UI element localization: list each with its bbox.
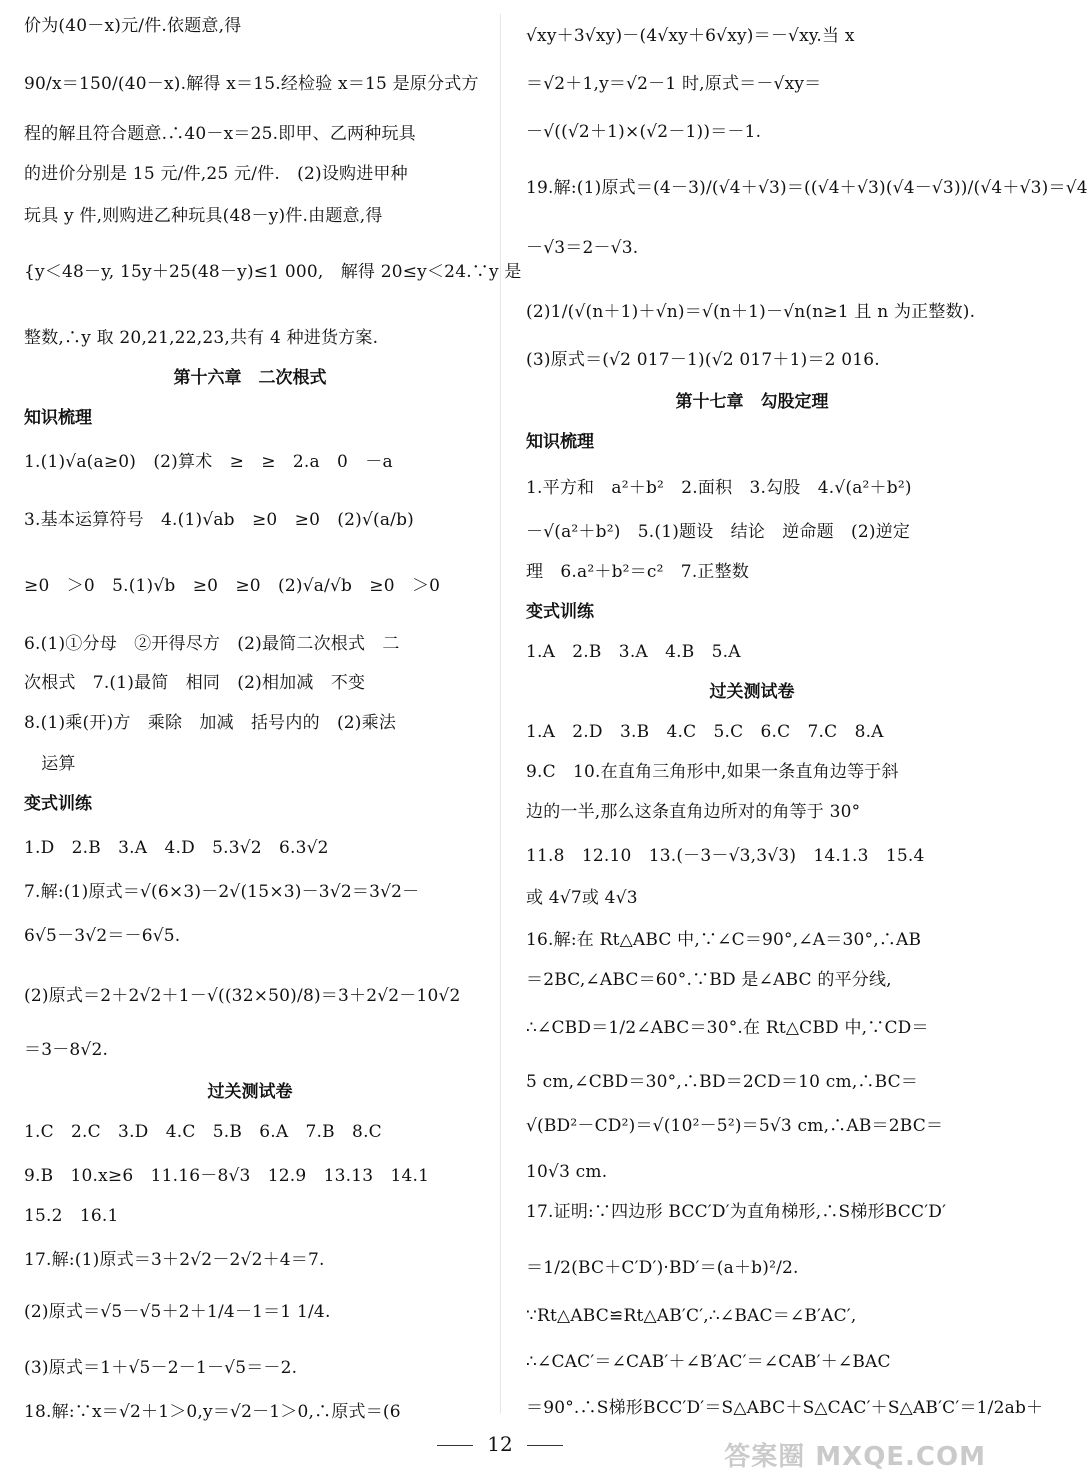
subsection-heading: 知识梳理 [526, 432, 594, 452]
section-heading: 第十七章 勾股定理 [675, 392, 829, 412]
text-line: 价为(40－x)元/件.依题意,得 [24, 16, 242, 36]
text-line: (3)原式＝(√2 017－1)(√2 017＋1)＝2 016. [526, 350, 880, 370]
text-line: 边的一半,那么这条直角边所对的角等于 30° [526, 802, 861, 822]
text-line: (2)原式＝√5－√5＋2＋1/4－1＝1 1/4. [24, 1302, 331, 1322]
text-line: 3.基本运算符号 4.(1)√ab ≥0 ≥0 (2)√(a/b) [24, 510, 415, 530]
text-line: 16.解:在 Rt△ABC 中,∵∠C＝90°,∠A＝30°,∴AB [526, 930, 922, 950]
text-line: 6.(1)①分母 ②开得尽方 (2)最简二次根式 二 [24, 634, 400, 654]
text-line: ＝90°.∴S梯形BCC′D′＝S△ABC＋S△CAC′＋S△AB′C′＝1/2ab＋ [526, 1398, 1044, 1418]
subsection-heading: 变式训练 [526, 602, 594, 622]
text-line: (2)1/(√(n＋1)＋√n)＝√(n＋1)－√n(n≥1 且 n 为正整数). [526, 302, 976, 322]
subsection-heading: 变式训练 [24, 794, 92, 814]
text-line: √xy＋3√xy)－(4√xy＋6√xy)＝－√xy.当 x [526, 26, 855, 46]
text-line: ＝√2＋1,y＝√2－1 时,原式＝－√xy＝ [526, 74, 822, 94]
text-line: －√((√2＋1)×(√2－1))＝－1. [526, 122, 762, 142]
text-line: 运算 [24, 754, 76, 774]
text-line: {y＜48－y, 15y＋25(48－y)≤1 000, 解得 20≤y＜24.∵y 是 [24, 262, 522, 282]
text-line: 的进价分别是 15 元/件,25 元/件. (2)设购进甲种 [24, 164, 408, 184]
text-line: ＝3－8√2. [24, 1040, 109, 1060]
text-line: ∴∠CBD＝1/2∠ABC＝30°.在 Rt△CBD 中,∵CD＝ [526, 1018, 929, 1038]
text-line: 整数,∴y 取 20,21,22,23,共有 4 种进货方案. [24, 328, 379, 348]
text-line: √(BD²－CD²)＝√(10²－5²)＝5√3 cm,∴AB＝2BC＝ [526, 1116, 944, 1136]
text-line: 15.2 16.1 [24, 1206, 119, 1226]
text-line: 程的解且符合题意.∴40－x＝25.即甲、乙两种玩具 [24, 124, 416, 144]
section-heading: 第十六章 二次根式 [173, 368, 327, 388]
page-number-text: 12 [487, 1432, 513, 1456]
text-line: 1.平方和 a²＋b² 2.面积 3.勾股 4.√(a²＋b²) [526, 478, 912, 498]
text-line: 9.B 10.x≥6 11.16－8√3 12.9 13.13 14.1 [24, 1166, 430, 1186]
text-line: 6√5－3√2＝－6√5. [24, 926, 181, 946]
text-line: 17.证明:∵四边形 BCC′D′为直角梯形,∴S梯形BCC′D′ [526, 1202, 947, 1222]
text-line: 理 6.a²＋b²＝c² 7.正整数 [526, 562, 750, 582]
text-line: (2)原式＝2＋2√2＋1－√((32×50)/8)＝3＋2√2－10√2 [24, 986, 461, 1006]
text-line: ＝1/2(BC＋C′D′)·BD′＝(a＋b)²/2. [526, 1258, 799, 1278]
text-line: 玩具 y 件,则购进乙种玩具(48－y)件.由题意,得 [24, 206, 383, 226]
text-line: －√(a²＋b²) 5.(1)题设 结论 逆命题 (2)逆定 [526, 522, 911, 542]
text-line: 19.解:(1)原式＝(4－3)/(√4＋√3)＝((√4＋√3)(√4－√3))/(√4＋√3)＝√4 [526, 178, 1088, 198]
watermark-logo: 答案圈 MXQE.COM [724, 1442, 986, 1472]
text-line: 1.A 2.D 3.B 4.C 5.C 6.C 7.C 8.A [526, 722, 884, 742]
text-line: ≥0 ＞0 5.(1)√b ≥0 ≥0 (2)√a/√b ≥0 ＞0 [24, 576, 441, 596]
text-line: 次根式 7.(1)最简 相同 (2)相加减 不变 [24, 673, 366, 693]
text-line: －√3＝2－√3. [526, 238, 639, 258]
text-line: 5 cm,∠CBD＝30°,∴BD＝2CD＝10 cm,∴BC＝ [526, 1072, 919, 1092]
text-line: 1.D 2.B 3.A 4.D 5.3√2 6.3√2 [24, 838, 329, 858]
text-line: 17.解:(1)原式＝3＋2√2－2√2＋4＝7. [24, 1250, 325, 1270]
text-line: 7.解:(1)原式＝√(6×3)－2√(15×3)－3√2＝3√2－ [24, 882, 420, 902]
column-divider [500, 14, 501, 1414]
text-line: ∴∠CAC′＝∠CAB′＋∠B′AC′＝∠CAB′＋∠BAC [526, 1352, 891, 1372]
text-line: 1.C 2.C 3.D 4.C 5.B 6.A 7.B 8.C [24, 1122, 382, 1142]
text-line: 10√3 cm. [526, 1162, 608, 1182]
text-line: 1.A 2.B 3.A 4.B 5.A [526, 642, 741, 662]
text-line: 8.(1)乘(开)方 乘除 加减 括号内的 (2)乘法 [24, 713, 397, 733]
text-line: 11.8 12.10 13.(－3－√3,3√3) 14.1.3 15.4 [526, 846, 925, 866]
section-heading: 过关测试卷 [709, 682, 795, 702]
subsection-heading: 知识梳理 [24, 408, 92, 428]
text-line: 9.C 10.在直角三角形中,如果一条直角边等于斜 [526, 762, 899, 782]
text-line: 90/x＝150/(40－x).解得 x＝15.经检验 x＝15 是原分式方 [24, 74, 479, 94]
text-line: 或 4√7或 4√3 [526, 888, 638, 908]
text-line: 18.解:∵x＝√2＋1＞0,y＝√2－1＞0,∴原式＝(6 [24, 1402, 401, 1422]
text-line: 1.(1)√a(a≥0) (2)算术 ≥ ≥ 2.a 0 －a [24, 452, 393, 472]
text-line: ∵Rt△ABC≌Rt△AB′C′,∴∠BAC＝∠B′AC′, [526, 1306, 857, 1326]
text-line: (3)原式＝1＋√5－2－1－√5＝－2. [24, 1358, 298, 1378]
text-line: ＝2BC,∠ABC＝60°.∵BD 是∠ABC 的平分线, [526, 970, 892, 990]
section-heading: 过关测试卷 [207, 1082, 293, 1102]
